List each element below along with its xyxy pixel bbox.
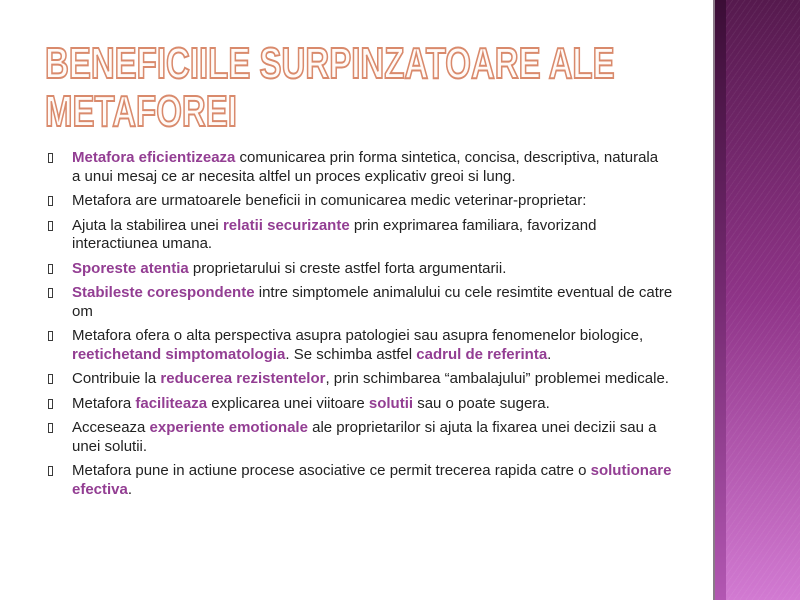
title-line-1: BENEFICIILE SURPINZATOARE ALE: [45, 38, 615, 88]
bullet-list: [0, 149, 712, 505]
text-segment: reducerea rezistentelor: [160, 370, 326, 387]
list-item: [0, 217, 712, 254]
text-segment: faciliteaza: [135, 394, 208, 412]
title-line-2: METAFOREI: [45, 86, 237, 136]
box-bullet-icon: [48, 221, 53, 231]
list-item: [0, 419, 712, 456]
text-segment: Acceseaza: [72, 419, 150, 436]
list-item: [0, 192, 712, 211]
list-item: [0, 260, 712, 279]
text-segment: sau o poate sugera.: [413, 394, 550, 412]
stripe-band: [715, 0, 726, 600]
text-segment: om: [72, 302, 93, 320]
text-segment: Contribuie la: [72, 370, 161, 387]
text-segment: solutii: [368, 394, 414, 412]
box-bullet-icon: [48, 374, 53, 384]
list-item: [0, 370, 712, 389]
list-item: [0, 284, 712, 321]
box-bullet-icon: [48, 331, 53, 341]
text-segment: experiente emotionale: [149, 419, 308, 436]
text-segment: Metafora are urmatoarele beneficii in comunicarea medic veterinar-proprietar:: [72, 192, 587, 209]
text-segment: a unui mesaj ce ar necesita altfel un proces explicativ greoi si lung.: [72, 167, 516, 185]
text-segment: Metafora eficientizeaza: [72, 149, 236, 166]
box-bullet-icon: [48, 264, 53, 274]
text-segment: intre simptomele animalului cu cele resimtite eventual de catre: [254, 284, 673, 301]
list-item: [0, 327, 712, 364]
text-segment: Metafora ofera o alta perspectiva asupra patologiei sau asupra fenomenelor biologice,: [72, 327, 644, 344]
box-bullet-icon: [48, 288, 53, 298]
text-segment: cadrul de referinta: [416, 345, 548, 363]
box-bullet-icon: [48, 196, 53, 206]
box-bullet-icon: [48, 423, 53, 433]
text-segment: .: [547, 345, 552, 363]
text-segment: comunicarea prin forma sintetica, concisa, descriptiva, naturala: [235, 149, 659, 166]
text-segment: solutionare: [590, 462, 672, 479]
text-segment: ale proprietarilor si ajuta la fixarea unei decizii sau a: [307, 419, 657, 436]
text-segment: reetichetand simptomatologia: [72, 345, 286, 363]
list-item: [0, 149, 712, 186]
text-segment: Metafora pune in actiune procese asociative ce permit trecerea rapida catre o: [72, 462, 591, 479]
text-segment: relatii securizante: [222, 216, 350, 234]
text-segment: . Se schimba astfel: [285, 345, 417, 363]
text-segment: efectiva: [72, 480, 128, 498]
list-item: [0, 462, 712, 499]
decorative-stripe: [726, 0, 800, 600]
box-bullet-icon: [48, 399, 53, 409]
text-segment: Stabileste corespondente: [72, 284, 255, 301]
list-item: [0, 395, 712, 414]
text-segment: interactiunea umana.: [72, 235, 213, 252]
box-bullet-icon: [48, 466, 53, 476]
text-segment: prin exprimarea familiara, favorizand: [349, 216, 597, 234]
box-bullet-icon: [48, 153, 53, 163]
text-segment: Metafora: [72, 394, 136, 412]
text-segment: , prin schimbarea “ambalajului” problemei medicale.: [325, 370, 669, 387]
text-segment: proprietarului si creste astfel forta argumentarii.: [188, 259, 507, 277]
text-segment: unei solutii.: [72, 437, 148, 455]
text-segment: Ajuta la stabilirea unei: [72, 216, 223, 234]
text-segment: Sporeste atentia: [72, 259, 189, 277]
text-segment: .: [127, 480, 133, 498]
text-segment: explicarea unei viitoare: [207, 394, 369, 412]
